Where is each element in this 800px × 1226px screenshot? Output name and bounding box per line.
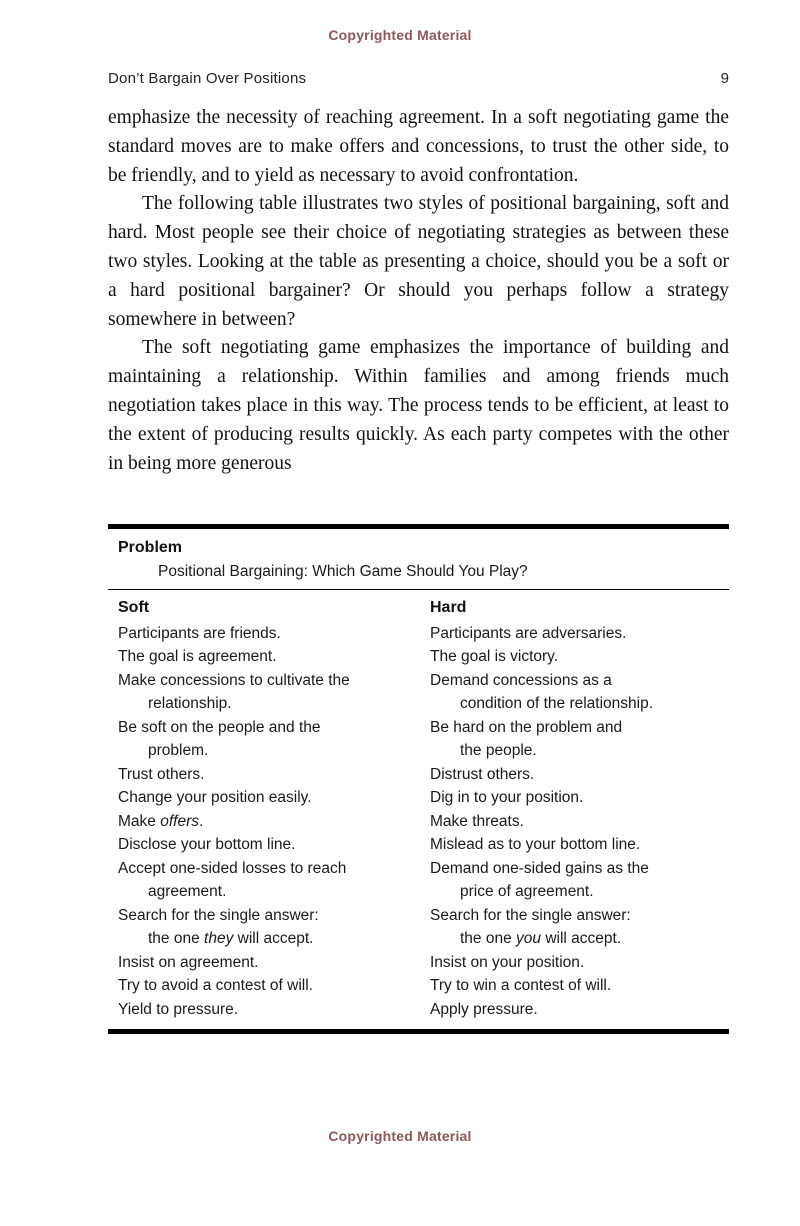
body-text — [108, 104, 729, 478]
table-cell-hard: Make threats. — [430, 812, 524, 830]
bargaining-table — [108, 524, 729, 1034]
table-cell-hard: Distrust others. — [430, 765, 535, 783]
table-row — [108, 974, 729, 998]
table-row — [108, 763, 729, 787]
page-content — [0, 70, 800, 1034]
table-row — [108, 998, 729, 1022]
table-row — [108, 786, 729, 810]
cell-line-2 — [430, 927, 729, 951]
table-cell-soft: The goal is agreement. — [118, 648, 277, 666]
table-row — [108, 857, 729, 904]
cell-line-1: Be soft on the people and the — [118, 718, 321, 736]
cell-line-1: Search for the single answer: — [118, 906, 319, 924]
cell-line-2: agreement. — [148, 883, 227, 901]
table-cell-hard — [430, 716, 729, 763]
table-cell-hard: Mislead as to your bottom line. — [430, 836, 641, 854]
cell-line-2: price of agreement. — [460, 883, 594, 901]
table-cell-soft — [118, 904, 430, 951]
paragraph-1: emphasize the necessity of reaching agreement. In a soft negotiating game the standard moves are to make offers and concessions, to trust the other side, to be friendly, and to yield as necessary to avoid confrontation. — [108, 107, 729, 186]
paragraph-2: The following table illustrates two styles of positional bargaining, soft and hard. Most people see their choice of negotiating strategies as between these two styles. Looking at the table as presenting a choice, should you be a soft or a hard positional bargainer? Or should you perhaps follow a strategy somewhere in between? — [108, 193, 729, 330]
table-cell-soft: Change your position easily. — [118, 789, 312, 807]
cell-line-2: condition of the relationship. — [460, 695, 654, 713]
running-title: Don’t Bargain Over Positions — [108, 70, 307, 87]
page-header — [108, 70, 729, 87]
cell-line-1: Demand concessions as a — [430, 671, 612, 689]
cell-line-2 — [118, 927, 420, 951]
table-row — [108, 833, 729, 857]
table-column-headers — [108, 592, 729, 622]
cell-text: will accept. — [233, 930, 314, 948]
table-cell-soft: Yield to pressure. — [118, 1000, 239, 1018]
table-cell-soft — [118, 669, 430, 716]
copyright-notice-top: Copyrighted Material — [328, 27, 472, 43]
table-cell-hard: Insist on your position. — [430, 953, 585, 971]
table-cell-soft — [118, 810, 430, 834]
page-number: 9 — [720, 70, 729, 87]
cell-line-2: relationship. — [148, 695, 232, 713]
table-row — [108, 904, 729, 951]
table-cell-soft: Insist on agreement. — [118, 953, 259, 971]
table-bottom-padding — [108, 1021, 729, 1029]
table-cell-soft: Trust others. — [118, 765, 205, 783]
table-row — [108, 622, 729, 646]
table-cell-hard: Participants are adversaries. — [430, 624, 627, 642]
table-row — [108, 951, 729, 975]
paragraph-3: The soft negotiating game emphasizes the importance of building and maintaining a relationship. Within families and among friends much negotiation takes place in this way. The process tends to be efficient, at least to the extent of producing results quickly. As each party competes with the other in being more generous — [108, 337, 729, 474]
table-cell-soft: Participants are friends. — [118, 624, 281, 642]
table-cell-soft: Try to avoid a contest of will. — [118, 977, 313, 995]
cell-text: the one — [148, 930, 205, 948]
column-header-hard: Hard — [430, 599, 467, 617]
table-cell-hard: Try to win a contest of will. — [430, 977, 612, 995]
table-cell-hard — [430, 904, 729, 951]
table-cell-hard — [430, 669, 729, 716]
table-row — [108, 810, 729, 834]
table-cell-hard: The goal is victory. — [430, 648, 559, 666]
table-cell-soft — [118, 716, 430, 763]
cell-line-2: the people. — [460, 742, 537, 760]
italic-word: you — [516, 930, 542, 948]
table-cell-hard: Apply pressure. — [430, 1000, 538, 1018]
cell-line-1: Search for the single answer: — [430, 906, 631, 924]
italic-word: offers — [160, 812, 199, 830]
table-cell-soft — [118, 857, 430, 904]
cell-line-1: Demand one-sided gains as the — [430, 859, 649, 877]
cell-text: the one — [460, 930, 517, 948]
cell-text: will accept. — [541, 930, 622, 948]
table-row — [108, 716, 729, 763]
italic-word: they — [204, 930, 234, 948]
column-header-soft: Soft — [118, 599, 150, 617]
table-subtitle: Positional Bargaining: Which Game Should You Play? — [158, 562, 528, 580]
cell-text: . — [198, 812, 204, 830]
table-cell-hard: Dig in to your position. — [430, 789, 584, 807]
copyright-notice-bottom: Copyrighted Material — [328, 1128, 472, 1145]
table-heading: Problem — [118, 539, 183, 557]
cell-text: Make — [118, 812, 161, 830]
cell-line-2: problem. — [148, 742, 209, 760]
table-cell-hard — [430, 857, 729, 904]
cell-line-1: Be hard on the problem and — [430, 718, 623, 736]
cell-line-1: Make concessions to cultivate the — [118, 671, 350, 689]
table-row — [108, 645, 729, 669]
table-cell-soft: Disclose your bottom line. — [118, 836, 296, 854]
table-bottom-rule — [108, 1029, 729, 1034]
table-row — [108, 669, 729, 716]
cell-line-1: Accept one-sided losses to reach — [118, 859, 347, 877]
